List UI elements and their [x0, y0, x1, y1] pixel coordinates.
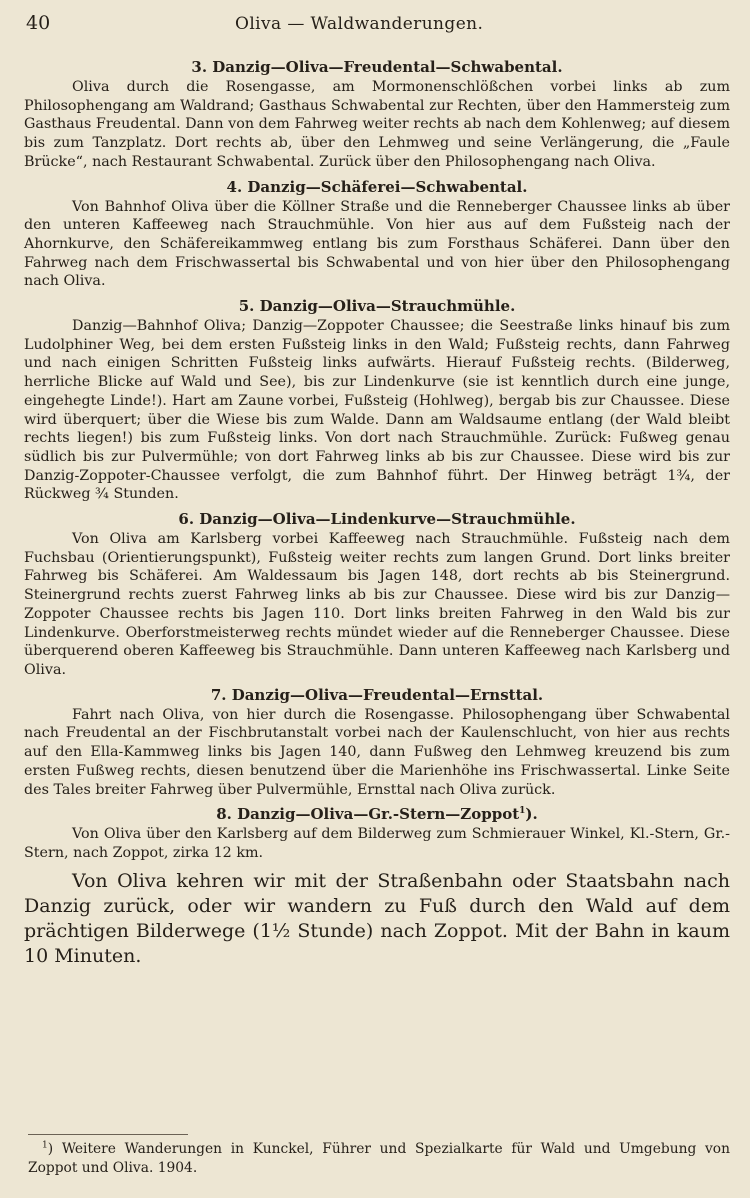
section-title: 5. Danzig—Oliva—Strauchmühle.	[238, 297, 516, 316]
running-title: Oliva — Waldwanderungen.	[235, 14, 484, 34]
footnote-text: ) Weitere Wanderungen in Kunckel, Führer und Spezialkarte für Wald und Umgebung von Zoppot und Oliva. 1904.	[28, 1141, 730, 1176]
section	[24, 510, 730, 680]
page-body	[24, 58, 730, 969]
section-paragraph: Von Oliva am Karlsberg vorbei Kaffeeweg nach Strauchmühle. Fußsteig nach dem Fuchsbau (Orientierungspunkt), Fußsteig weiter rechts zum langen Grund. Dort links breiter Fahrweg bis Schäferei. Am Waldessaum bis Jagen 148, dort rechts ab bis Steinergrund. Steinergrund rechts zuerst Fahrweg links ab bis zur Chaussee. Diese wird bis zur Danzig—Zoppoter Chaussee rechts bis Jagen 110. Dort links breiten Fahrweg in den Wald bis zur Lindenkurve. Oberforstmeisterweg rechts mündet wieder auf die Renneberger Chaussee. Diese überquerend oberen Kaffeeweg bis Strauchmühle. Dann unteren Kaffeeweg nach Karlsberg und Oliva.	[24, 531, 730, 678]
section-title-suffix: ).	[525, 805, 538, 824]
section-paragraph: Fahrt nach Oliva, von hier durch die Rosengasse. Philosophengang über Schwabental nach Freudental an der Fischbrutanstalt vorbei nach der Kaulenschlucht, von hier aus rechts auf den Ella-Kammweg links bis Jagen 140, dann Fußweg den Lehmweg kreuzend bis zum ersten Fußweg rechts, diesen benutzend über die Marienhöhe ins Frischwassertal. Linke Seite des Tales breiter Fahrweg über Pulvermühle, Ernsttal nach Oliva zurück.	[24, 706, 730, 798]
section-title: 4. Danzig—Schäferei—Schwabental.	[226, 177, 528, 196]
footnote-reference: 1	[519, 806, 526, 817]
closing-paragraph: Von Oliva kehren wir mit der Straßenbahn oder Staatsbahn nach Danzig zurück, oder wir wandern zu Fuß durch den Wald auf dem prächtigen Bilderwege (1½ Stunde) nach Zoppot. Mit der Bahn in kaum 10 Minuten.	[24, 869, 730, 967]
section-title: 7. Danzig—Oliva—Freudental—Ernsttal.	[210, 685, 544, 704]
section-paragraph: Von Oliva über den Karlsberg auf dem Bilderweg zum Schmierauer Winkel, Kl.-Stern, Gr.-Stern, nach Zoppot, zirka 12 km.	[24, 826, 730, 861]
page-number: 40	[26, 12, 51, 34]
section-title-text: 8. Danzig—Oliva—Gr.-Stern—Zoppot	[216, 805, 520, 824]
section-paragraph: Von Bahnhof Oliva über die Köllner Straße und die Renneberger Chaussee links ab über den unteren Kaffeeweg nach Strauchmühle. Von hier aus auf dem Fußsteig nach der Ahornkurve, den Schäfereikammweg entlang bis zum Forsthaus Schäferei. Dann über den Fahrweg nach dem Frischwassertal bis Schwabental und von hier über den Philosophengang nach Oliva.	[24, 198, 730, 290]
footnote	[28, 1140, 730, 1178]
section	[24, 686, 730, 800]
footnote-marker: 1	[42, 1140, 48, 1151]
section	[24, 297, 730, 504]
section-title: 3. Danzig—Oliva—Freudental—Schwabental.	[191, 58, 563, 76]
section	[24, 805, 730, 862]
section	[24, 178, 730, 292]
section-paragraph: Danzig—Bahnhof Oliva; Danzig—Zoppoter Chaussee; die Seestraße links hinauf bis zum Ludolphiner Weg, bei dem ersten Fußsteig links in den Wald; Fußsteig rechts, dann Fahrweg und nach einigen Schritten Fußsteig links aufwärts. Hierauf Fußsteig rechts. (Bilderweg, herrliche Blicke auf Wald und See), bis zur Lindenkurve (sie ist kenntlich durch eine junge, eingehegte Linde!). Hart am Zaune vorbei, Fußsteig (Hohlweg), bergab bis zur Chaussee. Diese wird überquert; über die Wiese bis zum Walde. Dann am Waldsaume entlang (der Wald bleibt rechts liegen!) bis zum Fußsteig links. Von dort nach Strauchmühle. Zurück: Fußweg genau südlich bis zur Pulvermühle; von dort Fahrweg links ab bis zur Chaussee. Diese wird bis zur Danzig-Zoppoter-Chaussee verfolgt, die zum Bahnhof führt. Der Hinweg beträgt 1¾, der Rückweg ¾ Stunden.	[24, 318, 730, 503]
section-paragraph: Oliva durch die Rosengasse, am Mormonenschlößchen vorbei links ab zum Philosophengang am Waldrand; Gasthaus Schwabental zur Rechten, über den Hammersteig zum Gasthaus Freudental. Dann von dem Fahrweg weiter rechts ab nach dem Kohlenweg; auf diesem bis zum Tanzplatz. Dort rechts ab, über den Lehmweg und seine Verlängerung, die „Faule Brücke“, nach Restaurant Schwabental. Zurück über den Philosophengang nach Oliva.	[24, 79, 730, 170]
section	[24, 58, 730, 172]
page-header	[0, 0, 750, 40]
section-title: 6. Danzig—Oliva—Lindenkurve—Strauchmühle.	[178, 510, 576, 529]
footnote-divider	[28, 1134, 188, 1135]
section-title	[24, 805, 730, 823]
